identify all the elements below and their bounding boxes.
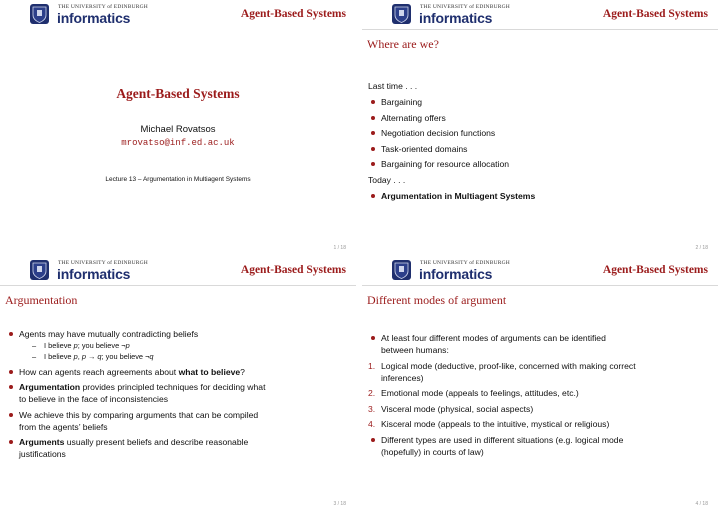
bullet-icon [9, 370, 13, 374]
slide-body [368, 332, 710, 461]
modes-list [368, 332, 710, 458]
slide-body [6, 328, 348, 464]
list-item: How can agents reach agreements about what to believe? [6, 366, 348, 378]
presentation-title: Agent-Based Systems [116, 86, 240, 101]
sub-item: – I believe p; you believe ¬p [32, 341, 130, 350]
university-crest-icon [30, 4, 49, 24]
page-number: 3 / 18 [333, 501, 346, 507]
slide-header [362, 0, 718, 30]
slide-header [0, 256, 356, 286]
bullet-icon [371, 336, 375, 340]
today-list [368, 190, 710, 202]
list-item: We achieve this by comparing arguments that can be compiled from the agents’ beliefs [6, 409, 348, 433]
school-logo-text: informatics [57, 10, 131, 26]
course-title: Agent-Based Systems [602, 264, 708, 276]
today-label: Today . . . [368, 174, 406, 185]
university-crest-icon [30, 260, 49, 280]
list-item: Bargaining [368, 96, 710, 108]
course-title: Agent-Based Systems [602, 8, 708, 20]
university-crest-icon [392, 260, 411, 280]
slide-header [0, 0, 356, 30]
bullet-icon [9, 413, 13, 417]
frame-title: Where are we? [367, 37, 439, 51]
bullet-icon [9, 332, 13, 336]
list-item: Negotiation decision functions [368, 127, 710, 139]
list-item: At least four different modes of arguments can be identified between humans: [368, 332, 710, 356]
bullet-icon [371, 438, 375, 442]
bullet-icon [371, 131, 375, 135]
header-divider [362, 285, 718, 286]
author-name: Michael Rovatsos [140, 124, 216, 135]
university-name: THE UNIVERSITY of EDINBURGH [58, 260, 148, 266]
sub-item: – I believe p, p → q; you believe ¬q [32, 352, 154, 361]
bullet-icon [9, 385, 13, 389]
bullet-icon [371, 162, 375, 166]
page-number: 2 / 18 [695, 245, 708, 251]
bullet-icon [371, 100, 375, 104]
slide-body [368, 80, 710, 205]
list-item: 1. Logical mode (deductive, proof-like, concerned with making correct inferences) [368, 360, 636, 383]
slide-1 [0, 0, 356, 252]
author-email: mrovatso@inf.ed.ac.uk [121, 138, 235, 148]
frame-title: Argumentation [5, 293, 78, 307]
argumentation-list [6, 328, 348, 460]
bullet-icon [9, 440, 13, 444]
university-name: THE UNIVERSITY of EDINBURGH [58, 4, 148, 10]
slide-3 [0, 256, 356, 508]
list-item: 4. Kisceral mode (appeals to the intuitive, mystical or religious) [368, 419, 610, 429]
header-divider [0, 285, 356, 286]
list-item: Argumentation provides principled techniques for deciding what to believe in the face of inconsistencies [6, 381, 348, 405]
slide-2 [362, 0, 718, 252]
school-logo-text: informatics [57, 266, 131, 282]
university-name: THE UNIVERSITY of EDINBURGH [420, 4, 510, 10]
list-item: 3. Visceral mode (physical, social aspects) [368, 403, 534, 414]
course-title: Agent-Based Systems [240, 264, 346, 276]
course-title: Agent-Based Systems [240, 8, 346, 20]
list-item: Arguments usually present beliefs and describe reasonable justifications [6, 436, 348, 460]
lecture-subtitle: Lecture 13 – Argumentation in Multiagent Systems [105, 176, 251, 183]
page-number: 1 / 18 [333, 245, 346, 251]
university-name: THE UNIVERSITY of EDINBURGH [420, 260, 510, 266]
school-logo-text: informatics [419, 266, 493, 282]
university-crest-icon [392, 4, 411, 24]
list-item: Alternating offers [368, 112, 710, 124]
header-divider [362, 29, 718, 30]
last-time-list [368, 96, 710, 170]
list-item: Task-oriented domains [368, 143, 710, 155]
school-logo-text: informatics [419, 10, 493, 26]
list-item: Argumentation in Multiagent Systems [368, 190, 710, 202]
page-number: 4 / 18 [695, 501, 708, 507]
slide-header [362, 256, 718, 286]
list-item: Bargaining for resource allocation [368, 158, 710, 170]
list-item: Agents may have mutually contradicting beliefs – I believe p; you believe ¬p – I believe p, p → q; you believe ¬q [6, 328, 348, 362]
last-time-label: Last time . . . [368, 81, 418, 91]
bullet-icon [371, 147, 375, 151]
list-item: 2. Emotional mode (appeals to feelings, attitudes, etc.) [368, 388, 579, 398]
slide-4 [362, 256, 718, 508]
bullet-icon [371, 116, 375, 120]
bullet-icon [371, 194, 375, 198]
frame-title: Different modes of argument [367, 293, 507, 307]
list-item: Different types are used in different situations (e.g. logical mode (hopefully) in courts of law) [368, 434, 710, 458]
